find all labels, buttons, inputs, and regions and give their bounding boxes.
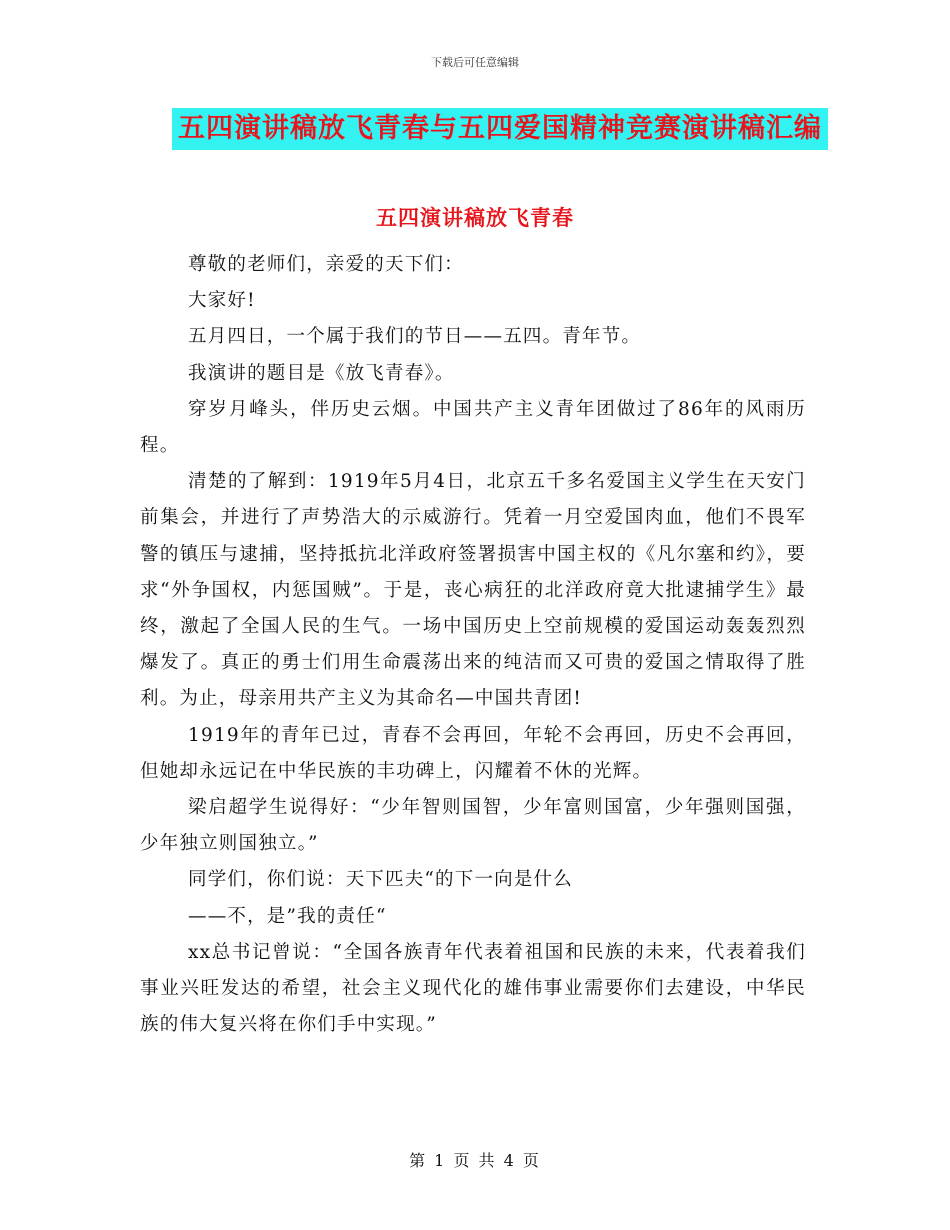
paragraph: 我演讲的题目是《放飞青春》。 [188,362,455,384]
paragraph: 1919年的青年已过，青春不会再回，年轮不会再回，历史不会再回，但她却永远记在中华民族的丰功碑上，闪耀着不休的光辉。 [140,724,806,782]
paragraph: 梁启超学生说得好：“少年智则国智，少年富则国富，少年强则国强，少年独立则国独立。” [140,797,806,855]
paragraph: 同学们，你们说：天下匹夫“的下一向是什么 [188,869,573,891]
paragraph: 尊敬的老师们，亲爱的天下们： [188,254,464,275]
paragraph: 五月四日，一个属于我们的节日——五四。青年节。 [188,326,642,348]
page-footer-number: 第 1 页 共 4 页 [409,1151,541,1170]
section-title: 五四演讲稿放飞青春 [376,206,574,230]
paragraph: 清楚的了解到：1919年5月4日，北京五千多名爱国主义学生在天安门前集会，并进行了声势浩大的示威游行。凭着一月空爱国肉血，他们不畏军警的镇压与逮捕，坚持抵抗北洋政府签署损害中国主权的《凡尔塞和约》，要求“外争国权，内惩国贼”。于是，丧心病狂的北洋政府竟大批逮捕学生》最终，激起了全国人民的生气。一场中国历史上空前规模的爱国运动轰轰烈烈爆发了。真正的勇士们用生命震荡出来的纯洁而又可贵的爱国之情取得了胜利。为止，母亲用共产主义为其命名—中国共青团! [140,471,806,710]
speech-body [140,247,806,1043]
paragraph: 大家好! [188,290,256,312]
paragraph: 穿岁月峰头，伴历史云烟。中国共产主义青年团做过了86年的风雨历程。 [140,398,806,457]
document-title-container [0,108,950,150]
document-title: 五四演讲稿放飞青春与五四爱国精神竞赛演讲稿汇编 [172,108,828,150]
page-header-note: 下载后可任意编辑 [431,56,519,69]
paragraph: ——不，是”我的责任“ [188,905,387,927]
paragraph: xx总书记曾说：“全国各族青年代表着祖国和民族的未来，代表着我们事业兴旺发达的希望，社会主义现代化的雄伟事业需要你们去建设，中华民族的伟大复兴将在你们手中实现。” [140,941,806,1036]
